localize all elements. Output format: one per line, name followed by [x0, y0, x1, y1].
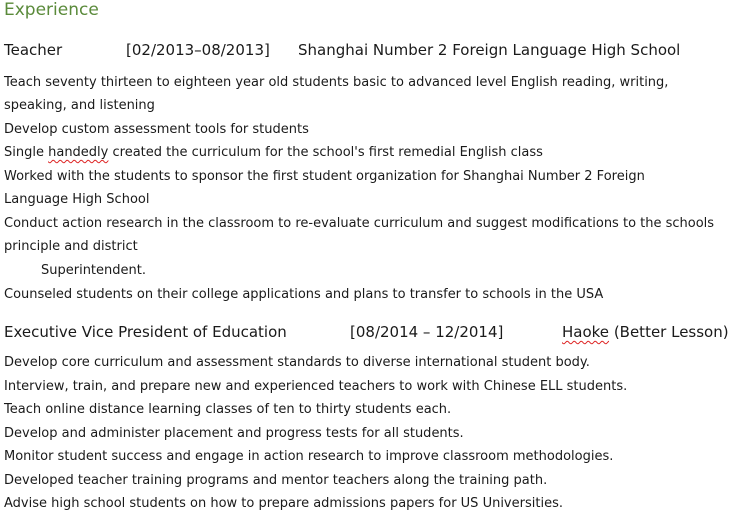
- list-item: Develop core curriculum and assessment standards to diverse international student body.: [4, 355, 590, 370]
- job-employer: [562, 321, 729, 343]
- list-item: Counseled students on their college applications and plans to transfer to schools in the USA: [4, 287, 604, 302]
- list-item: [4, 144, 543, 162]
- list-item: Develop and administer placement and progress tests for all students.: [4, 426, 464, 441]
- list-item: Conduct action research in the classroom to re-evaluate curriculum and suggest modifications to the schools: [4, 216, 715, 231]
- list-item: Develop custom assessment tools for students: [4, 122, 309, 137]
- section-title-experience: Experience: [4, 0, 99, 20]
- list-item: Monitor student success and engage in action research to improve classroom methodologies.: [4, 449, 614, 464]
- list-item: Language High School: [4, 192, 150, 207]
- employer-note: (Better Lesson): [613, 323, 729, 341]
- job-employer: Shanghai Number 2 Foreign Language High School: [298, 41, 681, 59]
- list-item: Advise high school students on how to prepare admissions papers for US Universities.: [4, 496, 563, 511]
- text-fragment: created the curriculum for the school's first remedial English class: [112, 145, 543, 160]
- text-fragment: Single: [4, 145, 44, 160]
- misspelled-word[interactable]: Haoke: [562, 323, 610, 341]
- list-item: Teach online distance learning classes of ten to thirty students each.: [4, 402, 452, 417]
- list-item: principle and district: [4, 239, 138, 254]
- job-title: Teacher: [4, 41, 63, 59]
- list-item: Superintendent.: [41, 263, 146, 278]
- list-item: Developed teacher training programs and mentor teachers along the training path.: [4, 473, 548, 488]
- job-header-teacher: [4, 39, 744, 61]
- list-item: Worked with the students to sponsor the first student organization for Shanghai Number 2 Foreign: [4, 169, 645, 184]
- list-item: speaking, and listening: [4, 98, 155, 113]
- job-header-evp: [4, 321, 744, 343]
- list-item: Teach seventy thirteen to eighteen year old students basic to advanced level English reading, writing,: [4, 75, 669, 90]
- job-title: Executive Vice President of Education: [4, 323, 287, 341]
- misspelled-word[interactable]: handedly: [48, 145, 109, 160]
- list-item: Interview, train, and prepare new and experienced teachers to work with Chinese ELL students.: [4, 379, 628, 394]
- job-dates: [02/2013–08/2013]: [126, 41, 270, 59]
- job-dates: [08/2014 – 12/2014]: [350, 323, 504, 341]
